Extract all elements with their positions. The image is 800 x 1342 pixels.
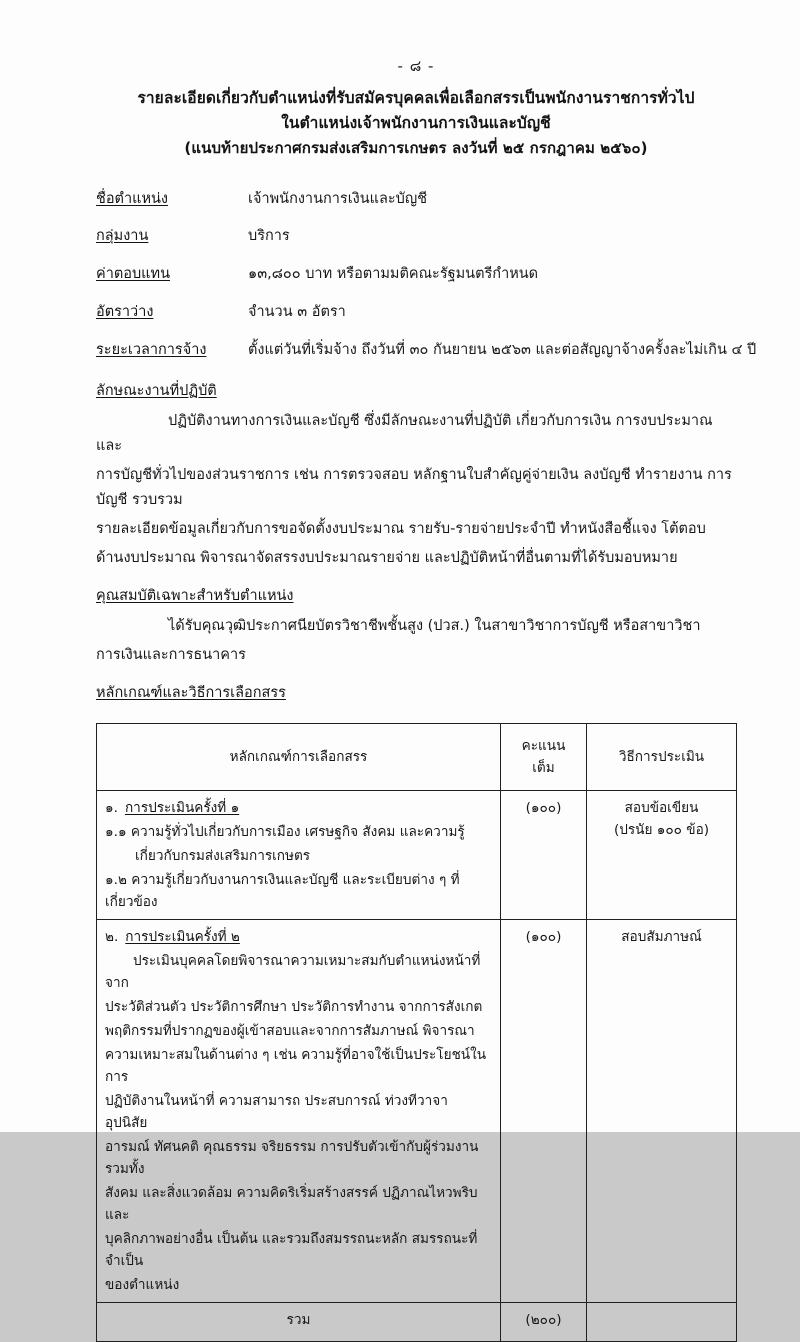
section-qualifications [96,582,736,668]
total-score: (๒๐๐) [501,1303,587,1342]
column-header-score-line-2: เต็ม [532,759,555,776]
column-header-score-line-1: คะแนน [521,737,566,754]
duties-text-1: ปฏิบัติงานทางการเงินและบัญชี ซึ่งมีลักษณะงานที่ปฏิบัติ เกี่ยวกับการเงิน การงบประมาณและ [96,413,713,455]
row-2-number: ๒. [105,928,119,945]
row-2-body-line-9: ของตำแหน่ง [105,1277,180,1294]
field-list [96,189,757,362]
section-heading-qualifications: คุณสมบัติเฉพาะสำหรับตำแหน่ง [96,587,294,604]
method-line-1-assessment-2: สอบสัมภาษณ์ [621,928,702,945]
qualifications-line-2: การเงินและการธนาคาร [96,646,246,663]
column-header-score [501,723,587,790]
criteria-table-wrap [96,723,736,1342]
criteria-cell-assessment-2 [97,919,501,1302]
duties-line-3: รายละเอียดข้อมูลเกี่ยวกับการขอจัดตั้งงบประมาณ รายรับ-รายจ่ายประจำปี ทำหนังสือชี้แจง โต้ตอบ [96,521,706,538]
method-line-1-assessment-1: สอบข้อเขียน [624,799,699,816]
row-2-title-line [105,926,492,948]
row-2-body-line-1 [105,950,492,994]
section-heading-duties: ลักษณะงานที่ปฏิบัติ [96,383,217,400]
criteria-cell-assessment-1 [97,790,501,919]
row-2-body-line-3: พฤติกรรมที่ปรากฏของผู้เข้าสอบและจากการสัมภาษณ์ พิจารณา [105,1022,475,1039]
row-1-number: ๑. [105,799,118,816]
row-2-title: การประเมินครั้งที่ ๒ [125,928,240,945]
row-1-item-2-text: ความรู้เกี่ยวกับงานการเงินและบัญชี และระเบียบต่าง ๆ ที่เกี่ยวข้อง [105,871,460,910]
row-1-item-2-label: ๑.๒ [105,871,127,888]
row-1-item-2 [105,869,492,913]
row-1-item-1-label: ๑.๑ [105,823,127,840]
field-value-compensation: ๑๓,๘๐๐ บาท หรือตามมติคณะรัฐมนตรีกำหนด [248,266,539,283]
field-label-compensation: ค่าตอบแทน [96,266,170,283]
title-line-2: ในตำแหน่งเจ้าพนักงานการเงินและบัญชี [281,114,551,133]
document-title-block [96,86,736,161]
field-label-position-name: ชื่อตำแหน่ง [96,190,169,207]
field-value-vacancies: จำนวน ๓ อัตรา [248,303,346,320]
field-row-contract-period [96,340,757,362]
duties-line-4: ด้านงบประมาณ พิจารณาจัดสรรงบประมาณรายจ่าย และปฏิบัติหน้าที่อื่นตามที่ได้รับมอบหมาย [96,549,678,566]
row-1-item-1 [105,821,492,843]
section-heading-criteria: หลักเกณฑ์และวิธีการเลือกสรร [96,684,286,701]
qualifications-text-1: ได้รับคุณวุฒิประกาศนียบัตรวิชาชีพชั้นสูง (ปวส.) ในสาขาวิชาการบัญชี หรือสาขาวิชา [168,617,701,634]
field-row-vacancies [96,302,736,324]
row-1-title-line [105,797,492,819]
title-line-1: รายละเอียดเกี่ยวกับตำแหน่งที่รับสมัครบุคคลเพื่อเลือกสรรเป็นพนักงานราชการทั่วไป [137,89,695,107]
section-criteria [96,679,736,711]
table-row [97,790,737,919]
field-label-work-group: กลุ่มงาน [96,228,149,245]
field-row-work-group [96,226,736,248]
table-total-row [97,1303,737,1342]
row-1-title: การประเมินครั้งที่ ๑ [124,799,240,816]
score-cell-assessment-2: (๑๐๐) [501,919,587,1302]
method-cell-assessment-1 [587,790,737,919]
row-2-body-line-7: สังคม และสิ่งแวดล้อม ความคิดริเริ่มสร้างสรรค์ ปฏิภาณไหวพริบ และ [105,1185,478,1224]
row-1-item-1-text: ความรู้ทั่วไปเกี่ยวกับการเมือง เศรษฐกิจ สังคม และความรู้ [130,823,465,840]
duties-line-2: การบัญชีทั่วไปของส่วนราชการ เช่น การตรวจสอบ หลักฐานใบสำคัญคู่จ่ายเงิน ลงบัญชี ทำรายงาน การบัญชี รวบรวม [96,467,732,509]
row-2-body-line-6: อารมณ์ ทัศนคติ คุณธรรม จริยธรรม การปรับตัวเข้ากับผู้ร่วมงาน รวมทั้ง [105,1138,479,1177]
row-2-body-line-4: ความเหมาะสมในด้านต่าง ๆ เช่น ความรู้ที่อาจใช้เป็นประโยชน์ในการ [105,1046,487,1085]
document-content [96,40,757,1342]
field-label-vacancies: อัตราว่าง [96,303,154,320]
qualifications-line-1 [96,614,736,639]
column-header-method: วิธีการประเมิน [587,723,737,790]
criteria-table [96,723,737,1342]
row-1-item-1-cont [105,845,492,867]
field-value-contract-period: ตั้งแต่วันที่เริ่มจ้าง ถึงวันที่ ๓๐ กันยายน ๒๕๖๓ และต่อสัญญาจ้างครั้งละไม่เกิน ๔ ปี [248,341,757,358]
duties-line-1 [96,409,736,459]
field-row-compensation [96,264,736,286]
total-label: รวม [97,1303,501,1342]
row-2-body-line-2: ประวัติส่วนตัว ประวัติการศึกษา ประวัติการทำงาน จากการสังเกต [105,998,483,1015]
field-row-position-name [96,189,736,211]
row-2-body-line-5: ปฏิบัติงานในหน้าที่ ความสามารถ ประสบการณ์ ท่วงทีวาจา อุปนิสัย [105,1092,448,1131]
criteria-table-head [97,723,737,790]
table-header-row [97,723,737,790]
field-label-contract-period: ระยะเวลาการจ้าง [96,341,207,358]
criteria-table-body [97,790,737,1341]
total-method [587,1303,737,1342]
title-line-3: (แนบท้ายประกาศกรมส่งเสริมการเกษตร ลงวันที่ ๒๕ กรกฎาคม ๒๕๖๐) [184,139,648,158]
row-2-body-line-8: บุคลิกภาพอย่างอื่น เป็นต้น และรวมถึงสมรรถนะหลัก สมรรถนะที่จำเป็น [105,1231,478,1270]
table-row [97,919,737,1302]
row-2-body-text-1: ประเมินบุคคลโดยพิจารณาความเหมาะสมกับตำแหน่งหน้าที่จาก [105,952,481,991]
section-duties [96,377,736,571]
score-cell-assessment-1: (๑๐๐) [501,790,587,919]
page-number: - ๘ - [397,57,435,75]
row-1-item-1-cont-text: เกี่ยวกับกรมส่งเสริมการเกษตร [135,847,311,864]
method-line-2-assessment-1: (ปรนัย ๑๐๐ ข้อ) [613,821,710,838]
field-value-work-group: บริการ [248,228,290,245]
method-cell-assessment-2 [587,919,737,1302]
field-value-position-name: เจ้าพนักงานการเงินและบัญชี [248,190,428,207]
column-header-criteria: หลักเกณฑ์การเลือกสรร [97,723,501,790]
